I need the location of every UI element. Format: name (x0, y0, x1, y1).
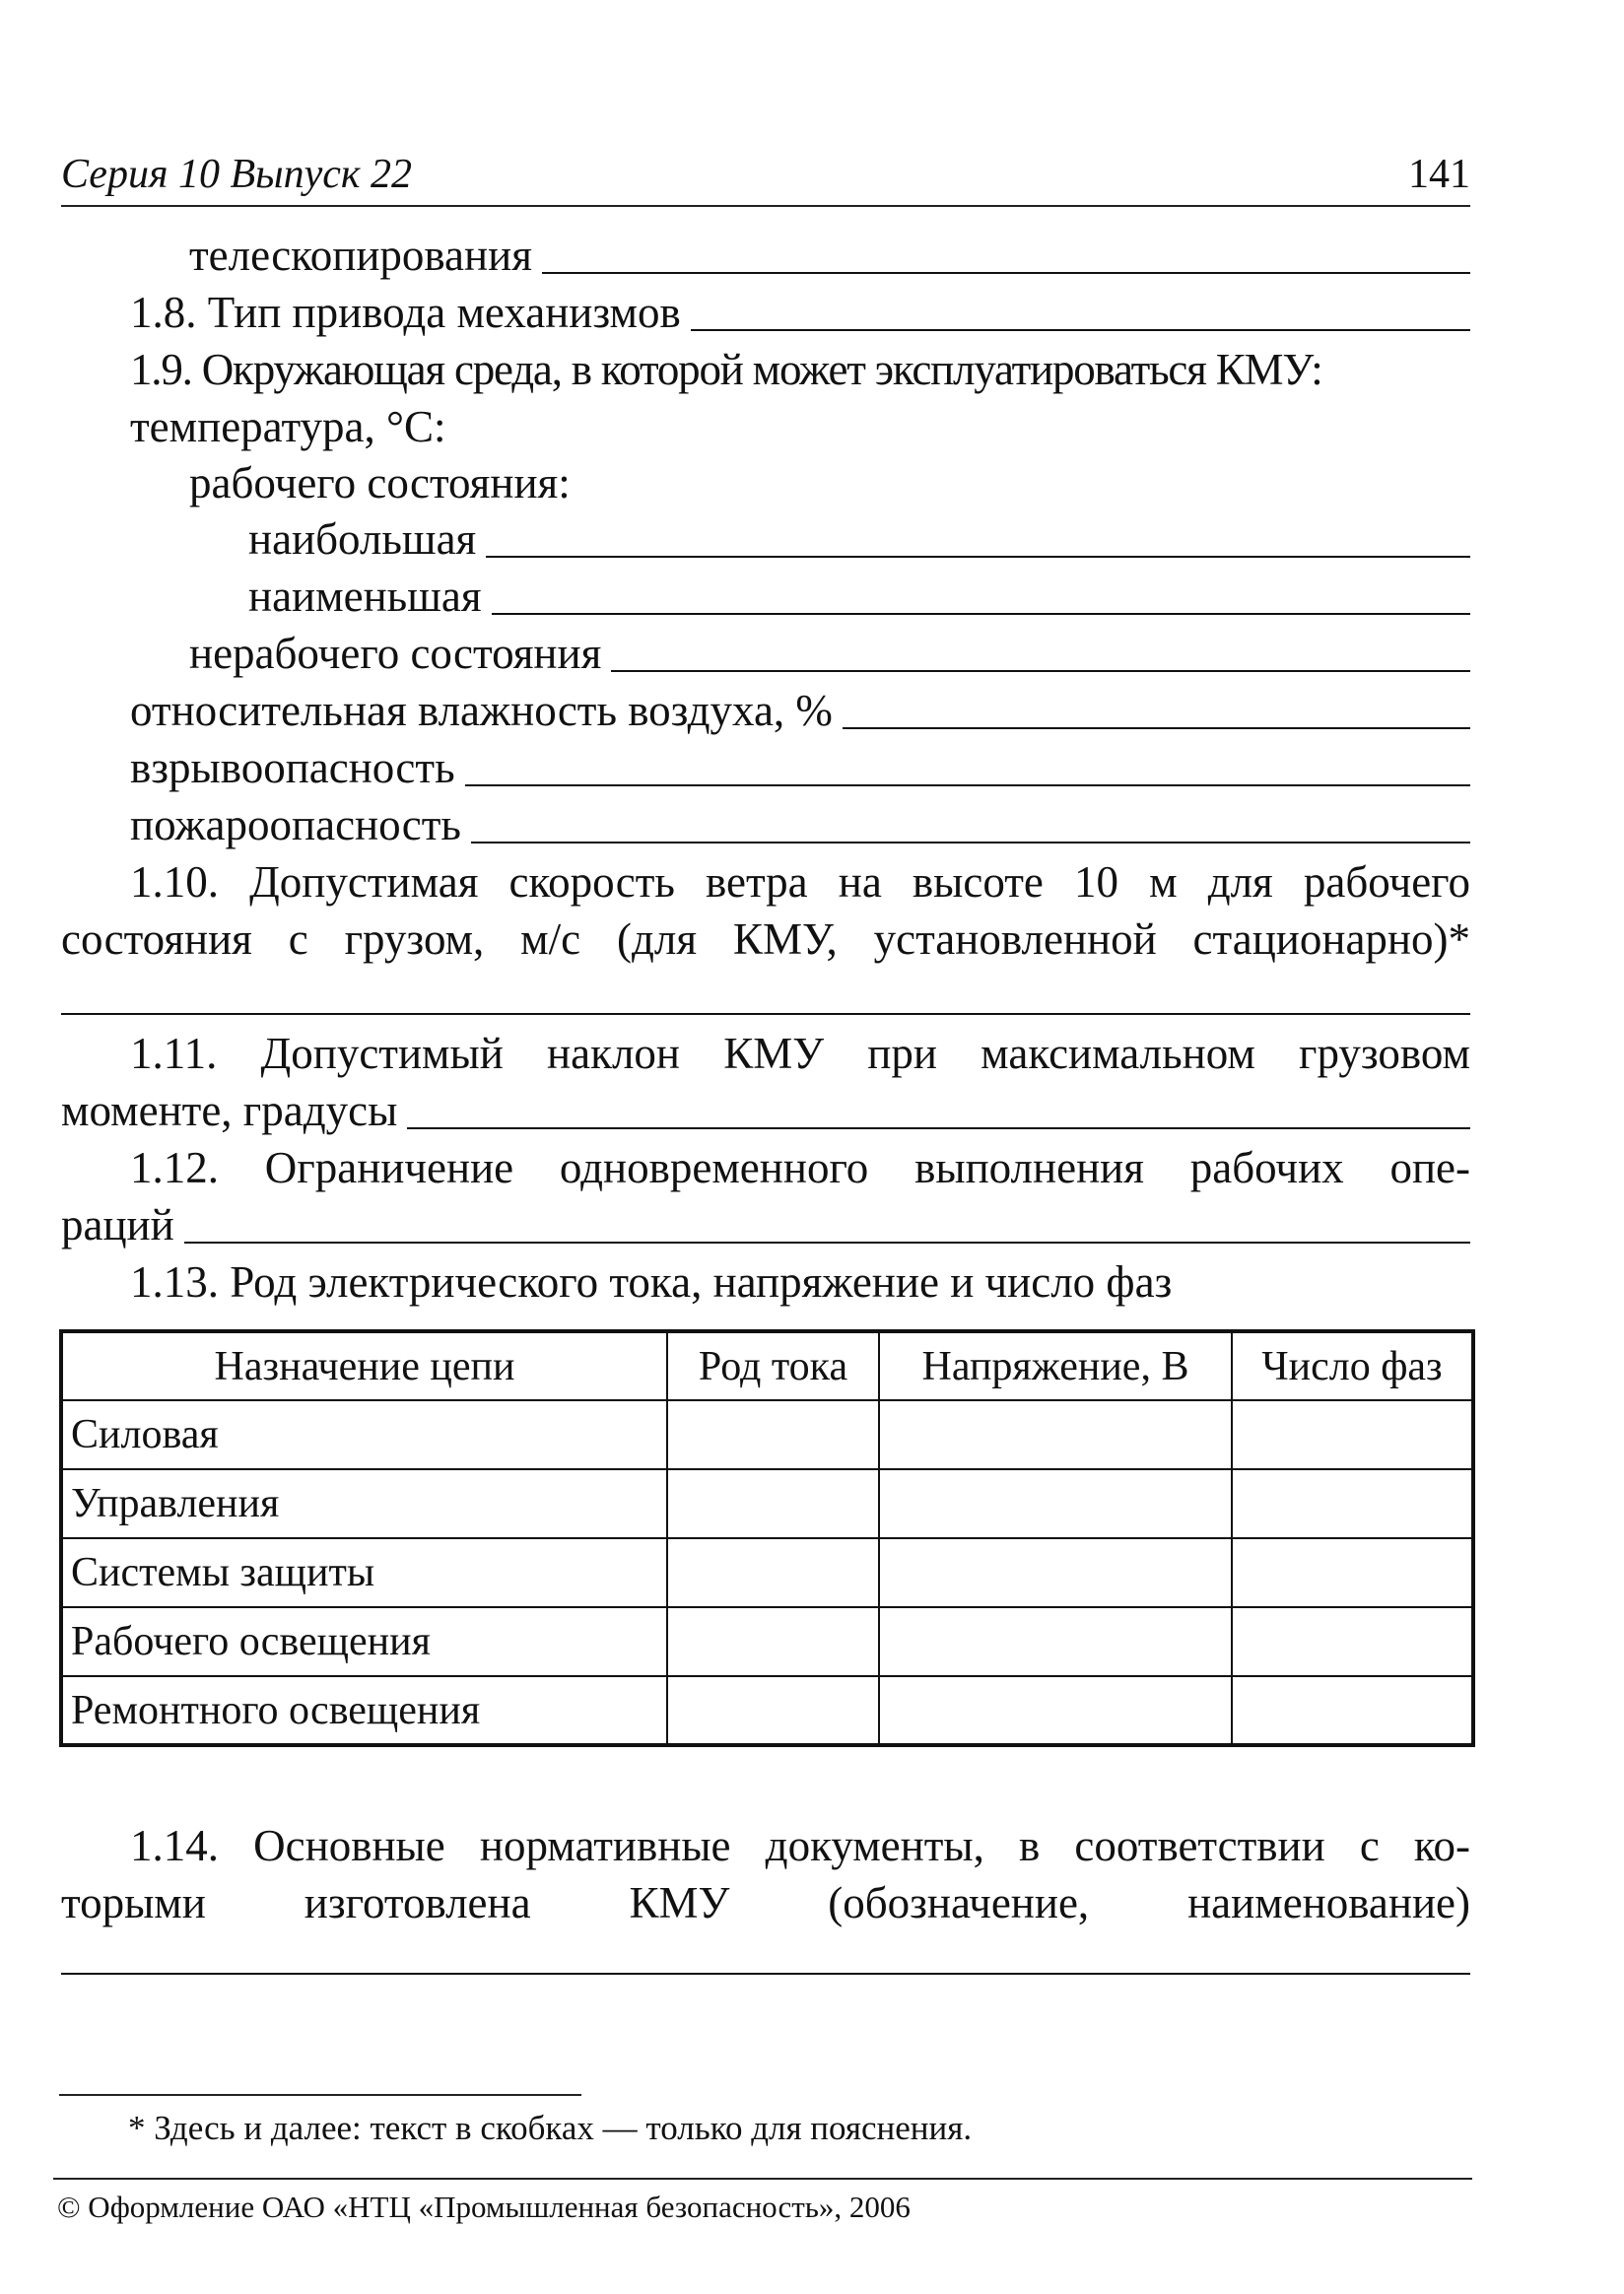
line-label: 1.13. Род электрического тока, напряжение и число фаз (130, 1257, 1173, 1307)
table-row (61, 1400, 1473, 1469)
table-cell (1232, 1400, 1473, 1469)
line-label: нерабочего состояния (189, 629, 602, 678)
line-working-state (189, 456, 571, 509)
fill-in-blank (465, 784, 1470, 786)
line-label: температура, °C: (130, 402, 446, 451)
fill-in-blank (542, 272, 1470, 274)
column-header: Назначение цепи (61, 1331, 667, 1400)
table-cell (1232, 1538, 1473, 1607)
documents-line-1: 1.14. Основные нормативные документы, в соответствии с ко- (130, 1821, 1470, 1870)
table-cell (879, 1469, 1232, 1538)
table-cell (667, 1400, 879, 1469)
copyright-footer: © Оформление ОАО «НТЦ «Промышленная безопасность», 2006 (57, 2190, 911, 2224)
table-cell (879, 1538, 1232, 1607)
documents-blank (61, 1973, 1470, 1975)
circuits-table (59, 1329, 1475, 1747)
line-label: наименьшая (248, 572, 482, 621)
page-header (61, 148, 1470, 207)
table-cell: Силовая (61, 1400, 667, 1469)
table-cell (879, 1607, 1232, 1676)
page-number: 141 (1408, 152, 1470, 197)
table-cell: Рабочего освещения (61, 1607, 667, 1676)
operations-line-2 (61, 1198, 1470, 1251)
table-cell (879, 1400, 1232, 1469)
table-row (61, 1676, 1473, 1745)
line-nonworking-state (189, 627, 1470, 680)
table-cell (1232, 1469, 1473, 1538)
fill-in-blank (691, 329, 1470, 331)
line-max-temperature (248, 512, 1470, 566)
line-label: 1.9. Окружающая среда, в которой может эксплуатироваться КМУ: (130, 345, 1322, 394)
table-cell: Ремонтного освещения (61, 1676, 667, 1745)
table-header-row (61, 1331, 1473, 1400)
series-title: Серия 10 Выпуск 22 (61, 152, 412, 197)
footnote-divider (59, 2094, 581, 2096)
fill-in-blank (471, 842, 1470, 843)
table-row (61, 1469, 1473, 1538)
column-header: Напряжение, В (879, 1331, 1232, 1400)
table-row (61, 1538, 1473, 1607)
line-current-type (130, 1255, 1172, 1309)
table-cell: Системы защиты (61, 1538, 667, 1607)
table-cell: Управления (61, 1469, 667, 1538)
table-cell (667, 1469, 879, 1538)
fill-in-blank (611, 670, 1470, 672)
tilt-line-1: 1.11. Допустимый наклон КМУ при максимальном грузовом (130, 1029, 1470, 1078)
line-telescoping (189, 229, 1470, 282)
table-cell (667, 1607, 879, 1676)
line-drive-type (130, 286, 1470, 339)
table-row (61, 1607, 1473, 1676)
footer-divider (53, 2178, 1472, 2180)
table-cell (1232, 1676, 1473, 1745)
line-label: телескопирования (189, 231, 532, 280)
line-label: наибольшая (248, 514, 477, 564)
line-environment (130, 343, 1470, 396)
wind-speed-blank (61, 1013, 1470, 1015)
line-humidity (130, 684, 1470, 737)
table-cell (667, 1676, 879, 1745)
wind-speed-line-2: состояния с грузом, м/с (для КМУ, установленной стационарно)* (61, 914, 1470, 964)
line-label: 1.8. Тип привода механизмов (130, 288, 681, 337)
line-label: взрывоопасность (130, 743, 455, 792)
wind-speed-line-1: 1.10. Допустимая скорость ветра на высоте 10 м для рабочего (130, 857, 1470, 907)
line-temperature (130, 400, 446, 453)
table-cell (1232, 1607, 1473, 1676)
footnote: * Здесь и далее: текст в скобках — только для пояснения. (128, 2109, 973, 2147)
fill-in-blank (486, 556, 1470, 558)
line-fire-hazard (130, 798, 1470, 851)
table-cell (879, 1676, 1232, 1745)
fill-in-blank (843, 727, 1470, 729)
table-cell (667, 1538, 879, 1607)
tilt-line-2 (61, 1084, 1470, 1137)
column-header: Число фаз (1232, 1331, 1473, 1400)
documents-line-2: торыми изготовлена КМУ (обозначение, наименование) (61, 1878, 1470, 1927)
line-label: моменте, градусы (61, 1086, 398, 1135)
line-label: пожароопасность (130, 800, 461, 849)
line-label: раций (61, 1200, 174, 1249)
fill-in-blank (184, 1242, 1470, 1244)
line-explosion-hazard (130, 741, 1470, 794)
fill-in-blank (492, 613, 1470, 615)
column-header: Род тока (667, 1331, 879, 1400)
operations-line-1: 1.12. Ограничение одновременного выполнения рабочих опе- (130, 1143, 1470, 1192)
line-min-temperature (248, 570, 1470, 623)
fill-in-blank (407, 1127, 1470, 1129)
line-label: относительная влажность воздуха, % (130, 686, 833, 735)
line-label: рабочего состояния: (189, 458, 571, 507)
